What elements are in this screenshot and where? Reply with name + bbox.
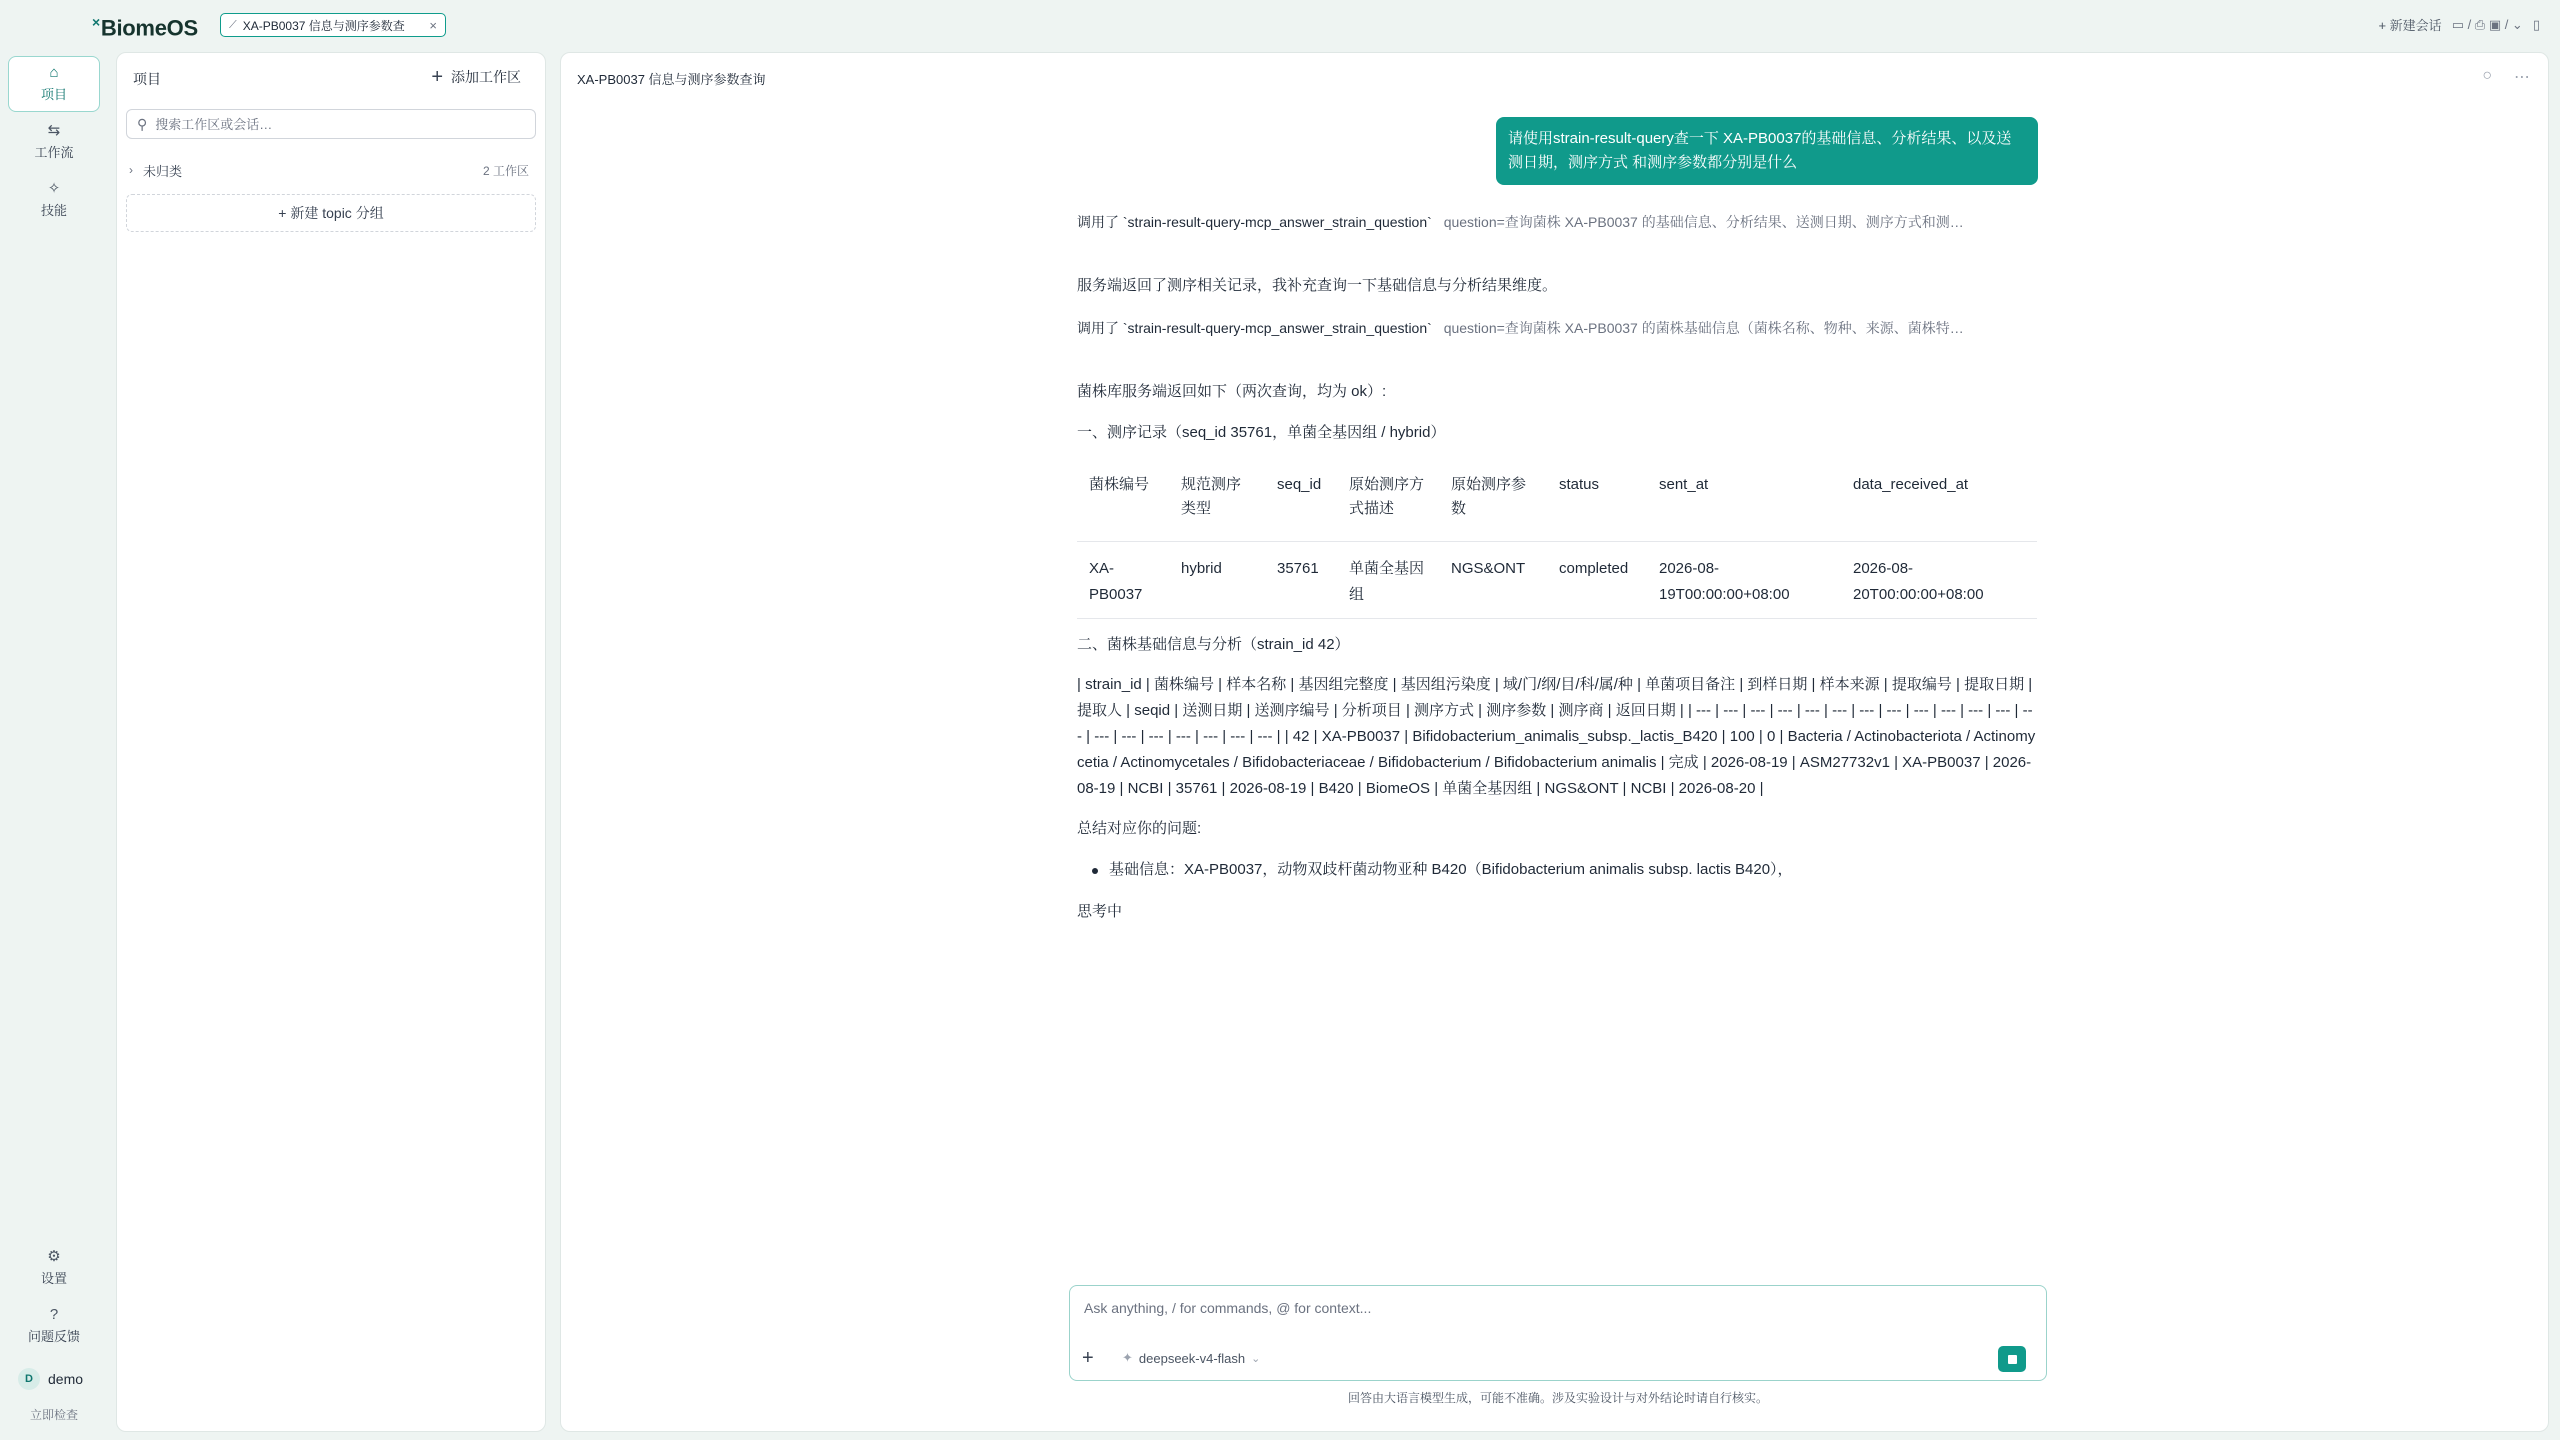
- list-item: 基础信息：XA-PB0037，动物双歧杆菌动物亚种 B420（Bifidobacterium animalis subsp. lactis B420），: [1077, 857, 2037, 883]
- thinking-indicator: 思考中: [1077, 903, 1123, 920]
- search-icon: ⚲: [137, 115, 148, 132]
- message-input[interactable]: [1084, 1300, 1984, 1324]
- section-heading: 一、测序记录（seq_id 35761，单菌全基因组 / hybrid）: [1077, 424, 1446, 441]
- user-profile[interactable]: [18, 1368, 83, 1390]
- rail-item-skills[interactable]: [8, 172, 100, 228]
- message-composer: [1069, 1285, 2047, 1381]
- chat-tab-icon: ⟋: [229, 18, 237, 31]
- table-cell: completed: [1547, 542, 1647, 619]
- close-tab-icon[interactable]: ×: [429, 17, 437, 33]
- column-header: sent_at: [1659, 476, 1709, 493]
- summary-heading: 总结对应你的问题:: [1077, 820, 1202, 837]
- check-now-link[interactable]: 立即检查: [30, 1408, 79, 1422]
- disclaimer-text: 回答由大语言模型生成，可能不准确。涉及实验设计与对外结论时请自行核实。: [1347, 1391, 1768, 1405]
- assistant-text: 服务端返回了测序相关记录，我补充查询一下基础信息与分析结果维度。: [1077, 277, 1558, 294]
- column-header: 菌株编号: [1089, 476, 1150, 493]
- user-message-bubble: 请使用strain-result-query查一下 XA-PB0037的基础信息、分析结果、以及送测日期，测序方式 和测序参数都分别是什么: [1496, 117, 2038, 185]
- summary-list: [1077, 857, 2037, 883]
- rail-item-label: 工作流: [34, 145, 74, 160]
- group-name: 未归类: [143, 163, 183, 179]
- session-tab-label: XA-PB0037 信息与测序参数查: [242, 18, 405, 33]
- rail-item-settings[interactable]: [8, 1240, 100, 1296]
- help-icon: ?: [49, 1306, 59, 1323]
- top-bar: [0, 0, 2560, 50]
- attach-plus-icon[interactable]: +: [1082, 1347, 1094, 1369]
- rail-item-label: 技能: [40, 203, 67, 218]
- tool-call-args: question=查询菌株 XA-PB0037 的基础信息、分析结果、送测日期、测序方式和测…: [1443, 214, 1964, 230]
- group-count: 2 工作区: [482, 163, 529, 178]
- rail-item-workflows[interactable]: [8, 114, 100, 170]
- sidebar-toggle-icon[interactable]: ▯: [2532, 16, 2540, 32]
- table-cell: 2026-08-19T00:00:00+08:00: [1647, 542, 1841, 619]
- tool-call-name: 调用了 `strain-result-query-mcp_answer_strain_question`: [1077, 214, 1432, 230]
- model-name: deepseek-v4-flash: [1138, 1350, 1246, 1366]
- rail-item-label: 问题反馈: [27, 1329, 80, 1344]
- new-session-button[interactable]: + 新建会话: [2378, 18, 2442, 33]
- app-logo[interactable]: ×BiomeOS: [92, 14, 198, 41]
- sequencing-table-wrap: [1077, 465, 2037, 619]
- avatar: D: [18, 1368, 40, 1390]
- skill-icon: ✧: [47, 180, 61, 197]
- table-row: [1077, 542, 2037, 619]
- table-cell: XA-PB0037: [1077, 542, 1169, 619]
- projects-panel: [116, 52, 546, 1432]
- status-circle-icon[interactable]: ○: [2482, 67, 2492, 84]
- table-cell: NGS&ONT: [1439, 542, 1547, 619]
- stop-button[interactable]: [1998, 1346, 2026, 1372]
- table-cell: 2026-08-20T00:00:00+08:00: [1841, 542, 2037, 619]
- table-cell: hybrid: [1169, 542, 1265, 619]
- column-header: status: [1559, 476, 1600, 493]
- new-topic-group-button[interactable]: + 新建 topic 分组: [126, 194, 536, 232]
- sequencing-table: [1077, 465, 2037, 619]
- add-workspace-label: 添加工作区: [451, 69, 521, 85]
- column-header: 原始测序方式描述: [1349, 476, 1425, 517]
- more-icon[interactable]: ⋯: [2514, 69, 2530, 86]
- section-heading: 二、菌株基础信息与分析（strain_id 42）: [1077, 636, 1350, 653]
- table-cell: 35761: [1265, 542, 1337, 619]
- model-selector[interactable]: [1122, 1350, 1260, 1366]
- projects-title: 项目: [133, 71, 161, 87]
- rail-item-label: 设置: [40, 1271, 67, 1286]
- rail-item-feedback[interactable]: [8, 1298, 100, 1354]
- column-header: 规范测序类型: [1181, 476, 1242, 517]
- tool-call-name: 调用了 `strain-result-query-mcp_answer_strain_question`: [1077, 320, 1432, 336]
- user-name: demo: [48, 1371, 84, 1387]
- chat-title: XA-PB0037 信息与测序参数查询: [577, 72, 766, 87]
- column-header: seq_id: [1277, 476, 1322, 493]
- assistant-text: 菌株库服务端返回如下（两次查询，均为 ok）:: [1077, 383, 1387, 400]
- chat-actions: [2482, 67, 2530, 87]
- top-right-actions: [2378, 15, 2540, 34]
- tool-call-1[interactable]: [1077, 209, 2037, 235]
- home-icon: ⌂: [49, 64, 59, 81]
- left-rail: [0, 50, 110, 1440]
- tool-call-2[interactable]: [1077, 315, 2037, 341]
- table-header-row: [1077, 465, 2037, 542]
- sparkle-icon: ✦: [1122, 1350, 1133, 1365]
- session-tab[interactable]: [220, 13, 446, 37]
- workspace-search[interactable]: [126, 109, 536, 139]
- gear-icon: ⚙: [47, 1248, 61, 1265]
- plus-icon: +: [431, 66, 443, 88]
- add-workspace-button[interactable]: [431, 67, 521, 87]
- table-cell: 单菌全基因组: [1337, 542, 1439, 619]
- workflow-icon: ⇆: [47, 122, 61, 139]
- workspace-path[interactable]: ▭ / ⎙ ▣ / ⌄: [2451, 16, 2523, 32]
- stop-icon: [2008, 1355, 2017, 1364]
- rail-item-label: 项目: [40, 87, 67, 102]
- search-input[interactable]: [155, 117, 525, 132]
- chevron-down-icon: ⌄: [1251, 1352, 1261, 1365]
- tool-call-args: question=查询菌株 XA-PB0037 的菌株基础信息（菌株名称、物种、来源、菌株特…: [1443, 320, 1964, 336]
- rail-item-projects[interactable]: [8, 56, 100, 112]
- raw-markdown-table: | strain_id | 菌株编号 | 样本名称 | 基因组完整度 | 基因组污染度 | 域/门/纲/目/科/属/种 | 单菌项目备注 | 到样日期 | 样本来源 | 提取编号 | 提取日期 | 提取人 | seqid | 送测日期 | 送测序编号 | 分析项目 | 测序方式 | 测序参数 | 测序商 | 返回日期 | | --- | --- | --- | --- | --- | --- | --- | --- | --- | --- | --- | --- | --- | --- | --- | --- | --- | --- | --- | --- | | 42 | XA-PB0037 | Bifidobacterium_animalis_subsp._lactis_B420 | 100 | 0 | Bacteria / Actinobacteriota / Actinomycetia / Actinomycetales / Bifidobacteriaceae / Bifidobacterium / Bifidobacterium animalis | 完成 | 2026-08-19 | ASM27732v1 | XA-PB0037 | 2026-08-19 | NCBI | 35761 | 2026-08-19 | B420 | BiomeOS | 单菌全基因组 | NGS&ONT | NCBI | 2026-08-20 |: [1077, 676, 2036, 797]
- column-header: data_received_at: [1853, 476, 1969, 493]
- chat-panel: [560, 52, 2549, 1432]
- chevron-right-icon[interactable]: ›: [129, 163, 133, 177]
- column-header: 原始测序参数: [1451, 476, 1527, 517]
- group-uncategorized[interactable]: [129, 159, 529, 181]
